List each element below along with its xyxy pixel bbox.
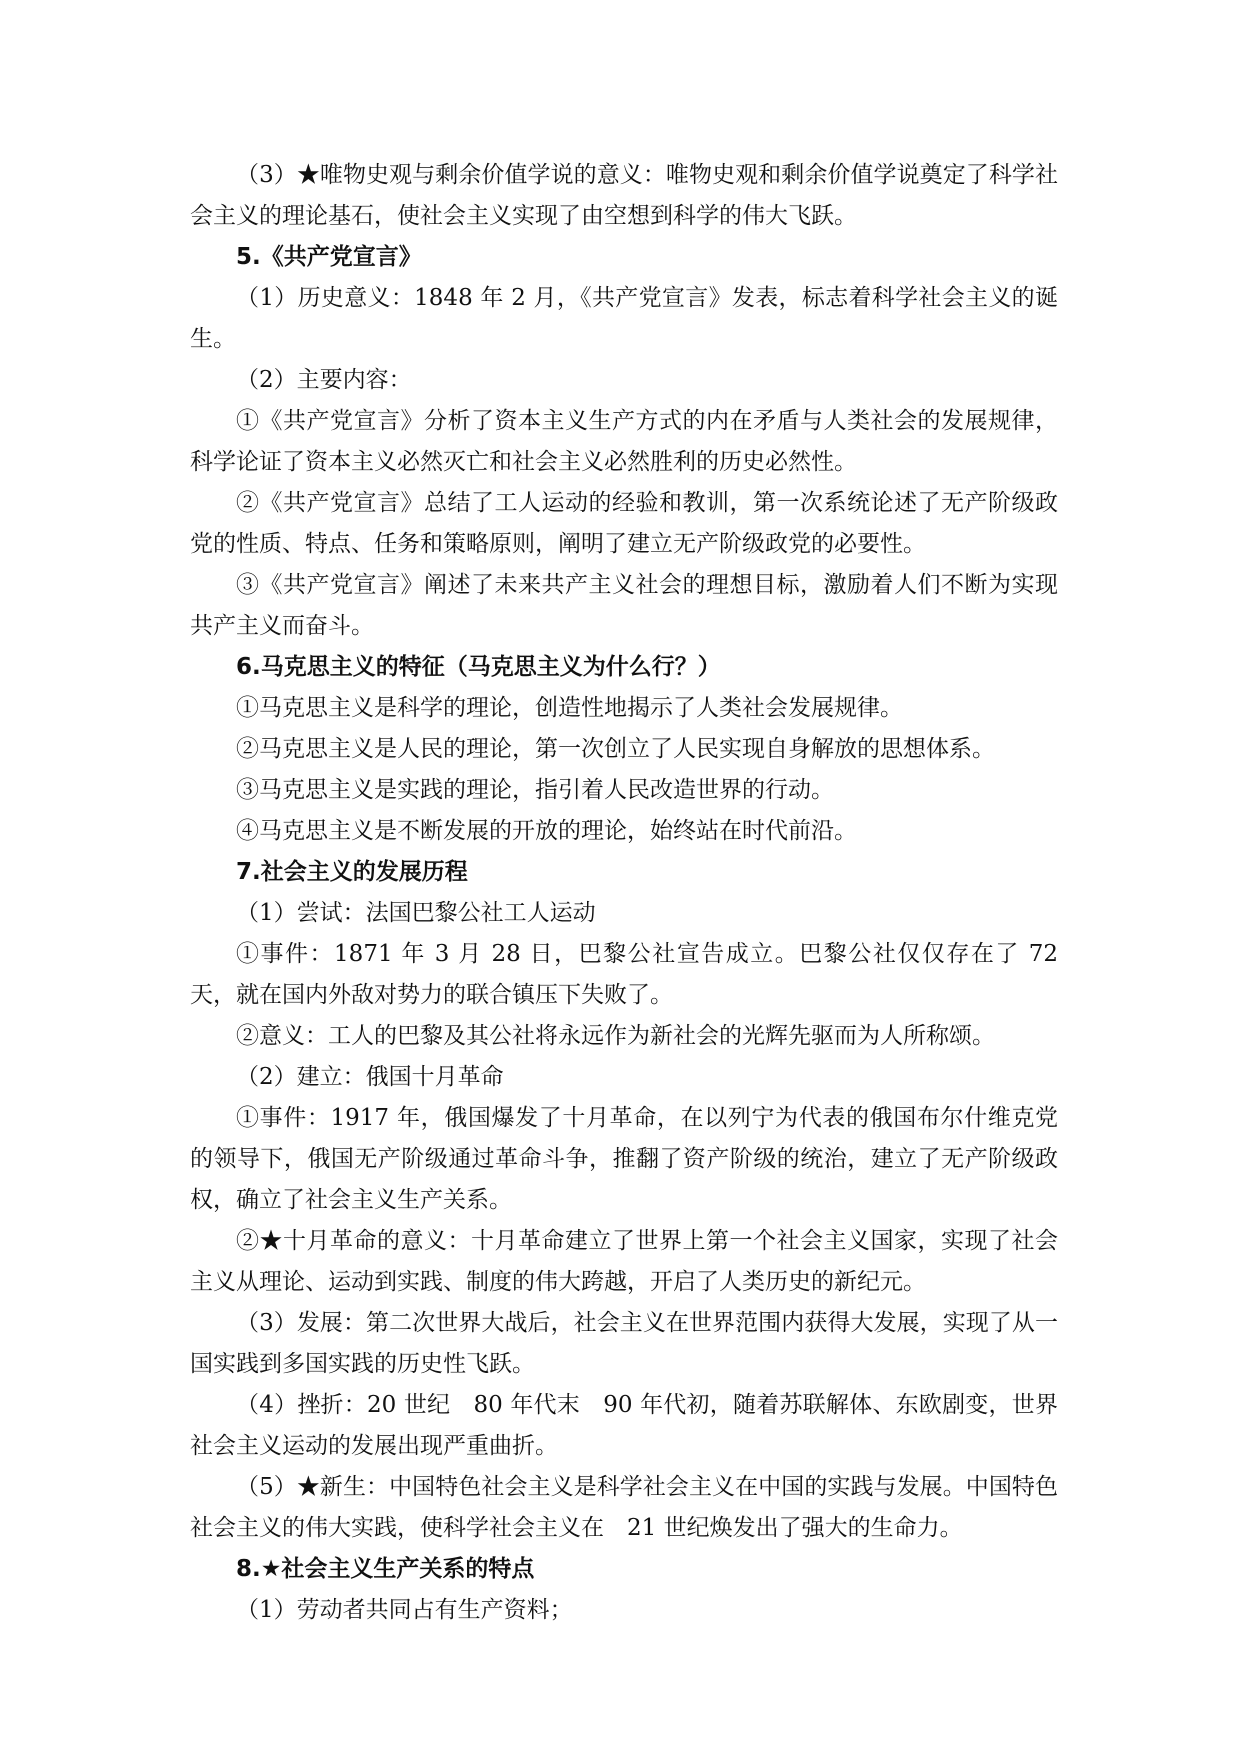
- paragraph-socialism-setback: （4）挫折：20 世纪 80 年代末 90 年代初，随着苏联解体、东欧剧变，世界社会主义运动的发展出现严重曲折。: [190, 1392, 1058, 1459]
- paragraph-socialism-development: （3）发展：第二次世界大战后，社会主义在世界范围内获得大发展，实现了从一国实践到多国实践的历史性飞跃。: [190, 1310, 1058, 1377]
- paragraph-paris-commune-event: ①事件：1871 年 3 月 28 日，巴黎公社宣告成立。巴黎公社仅仅存在了 72 天，就在国内外敌对势力的联合镇压下失败了。: [190, 941, 1058, 1008]
- paragraph-marxism-feature-4: ④马克思主义是不断发展的开放的理论，始终站在时代前沿。: [236, 818, 857, 844]
- paragraph-october-revolution-significance: ②★十月革命的意义：十月革命建立了世界上第一个社会主义国家，实现了社会主义从理论、运动到实践、制度的伟大跨越，开启了人类历史的新纪元。: [190, 1228, 1058, 1295]
- heading-socialist-relations: 8.★社会主义生产关系的特点: [236, 1556, 535, 1582]
- paragraph-manifesto-significance: （1）历史意义：1848 年 2 月，《共产党宣言》发表，标志着科学社会主义的诞生。: [190, 285, 1058, 352]
- paragraph-manifesto-point-2: ②《共产党宣言》总结了工人运动的经验和教训，第一次系统论述了无产阶级政党的性质、特点、任务和策略原则，阐明了建立无产阶级政党的必要性。: [190, 490, 1058, 557]
- paragraph-socialist-relations-1: （1）劳动者共同占有生产资料；: [236, 1597, 573, 1623]
- heading-marxism-features: 6.马克思主义的特征（马克思主义为什么行？）: [236, 654, 721, 680]
- paragraph-paris-commune: （1）尝试：法国巴黎公社工人运动: [236, 900, 596, 926]
- paragraph-october-revolution: （2）建立：俄国十月革命: [236, 1064, 504, 1090]
- heading-communist-manifesto: 5.《共产党宣言》: [236, 244, 422, 270]
- paragraph-marxism-feature-1: ①马克思主义是科学的理论，创造性地揭示了人类社会发展规律。: [236, 695, 903, 721]
- heading-socialism-history: 7.社会主义的发展历程: [236, 859, 468, 885]
- paragraph-manifesto-point-3: ③《共产党宣言》阐述了未来共产主义社会的理想目标，激励着人们不断为实现共产主义而奋斗。: [190, 572, 1058, 639]
- paragraph-materialism-significance: （3）★唯物史观与剩余价值学说的意义：唯物史观和剩余价值学说奠定了科学社会主义的理论基石，使社会主义实现了由空想到科学的伟大飞跃。: [190, 162, 1058, 229]
- paragraph-marxism-feature-3: ③马克思主义是实践的理论，指引着人民改造世界的行动。: [236, 777, 834, 803]
- paragraph-manifesto-point-1: ①《共产党宣言》分析了资本主义生产方式的内在矛盾与人类社会的发展规律，科学论证了资本主义必然灭亡和社会主义必然胜利的历史必然性。: [190, 408, 1058, 475]
- paragraph-october-revolution-event: ①事件：1917 年，俄国爆发了十月革命，在以列宁为代表的俄国布尔什维克党的领导下，俄国无产阶级通过革命斗争，推翻了资产阶级的统治，建立了无产阶级政权，确立了社会主义生产关系。: [190, 1105, 1058, 1213]
- paragraph-marxism-feature-2: ②马克思主义是人民的理论，第一次创立了人民实现自身解放的思想体系。: [236, 736, 995, 762]
- paragraph-main-content-label: （2）主要内容：: [236, 367, 412, 393]
- paragraph-paris-commune-significance: ②意义：工人的巴黎及其公社将永远作为新社会的光辉先驱而为人所称颂。: [236, 1023, 995, 1049]
- document-page: [190, 155, 1058, 1631]
- paragraph-socialism-rebirth: （5）★新生：中国特色社会主义是科学社会主义在中国的实践与发展。中国特色社会主义的伟大实践，使科学社会主义在 21 世纪焕发出了强大的生命力。: [190, 1474, 1058, 1541]
